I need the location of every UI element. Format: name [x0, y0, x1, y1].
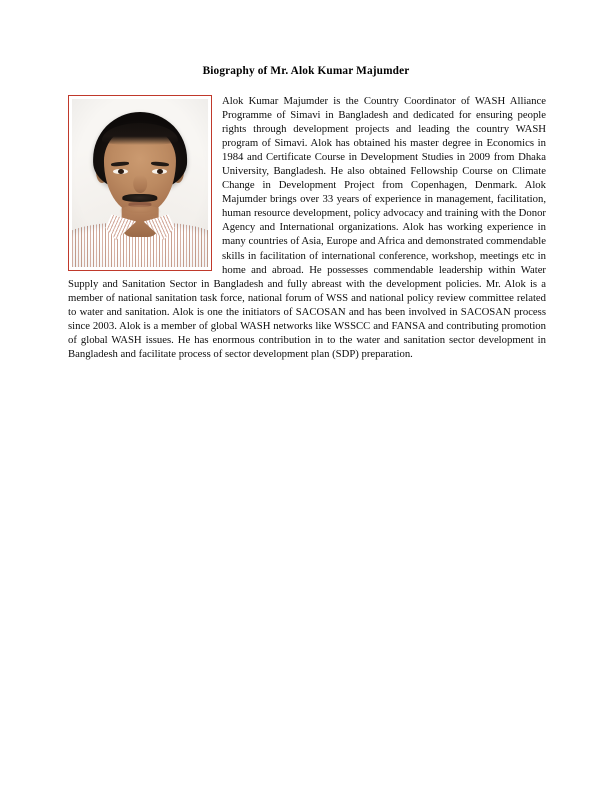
biography-text-block: [68, 94, 546, 361]
portrait-photo: [72, 99, 208, 267]
mustache-shape: [122, 194, 157, 202]
nose-shape: [133, 175, 147, 193]
biography-paragraph: Alok Kumar Majumder is the Country Coordinator of WASH Alliance Programme of Simavi in Bangladesh and dedicated for ensuring people rights through development projects and leading the country WASH program of Simavi. Alok has obtained his master degree in Economics in 1984 and Certificate Course in Development Studies in 2009 from Dhaka University, Bangladesh. He also obtained Fellowship Course on Climate Change in Development Project from Copenhagen, Denmark. Alok Majumder brings over 33 years of experience in management, facilitation, human resource development, policy advocacy and training with the Donor Agency and International organizations. Alok has working experience in many countries of Asia, Europe and Africa and demonstrated commendable skills in facilitation of international conference, workshop, meetings etc in home and abroad. He possesses commendable leadership within Water Supply and Sanitation Sector in Bangladesh and fully abreast with the development policies. Mr. Alok is a member of national sanitation task force, national forum of WSS and national policy review committee related to water and sanitation. Alok is one the initiators of SACOSAN and has been involved in SACOSAN process since 2003. Alok is a member of global WASH networks like WSSCC and FANSA and contributing promotion of global WASH issues. He has enormous contribution in to the water and sanitation sector development in Bangladesh and facilitate process of sector development plan (SDP) preparation.: [68, 95, 546, 360]
page-title: Biography of Mr. Alok Kumar Majumder: [202, 65, 410, 77]
portrait-photo-frame: [68, 95, 212, 271]
